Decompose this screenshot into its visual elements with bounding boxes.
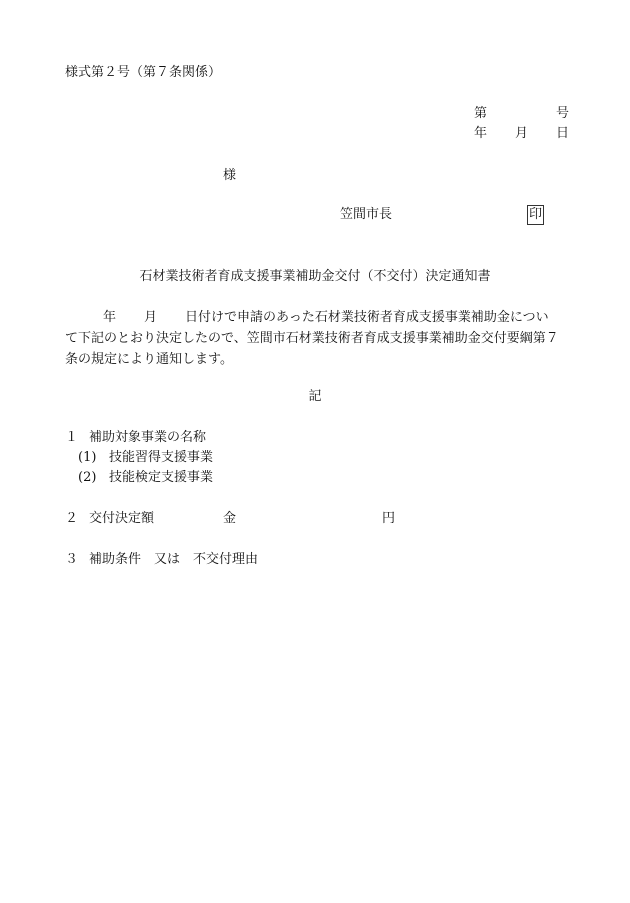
sub-item-number: (1) (78, 450, 97, 465)
sub-item-label: 技能検定支援事業 (109, 470, 214, 485)
amount-kin-label: 金 (223, 511, 237, 526)
body-line-1 (65, 307, 570, 328)
body-month-label: 月 (144, 310, 158, 325)
sub-item-number: (2) (78, 470, 97, 485)
form-number: 様式第２号（第７条関係） (65, 65, 222, 80)
item-project-name (65, 428, 206, 448)
ki-heading: 記 (308, 389, 322, 404)
seal-mark: 印 (527, 205, 544, 225)
sub-item-skill-acquisition (78, 448, 213, 468)
item-number: ２ (65, 511, 79, 526)
item-grant-amount-label: 交付決定額 (89, 511, 155, 526)
recipient-suffix: 様 (223, 168, 237, 183)
item-number: １ (65, 430, 79, 445)
item-number: ３ (65, 552, 79, 567)
date-year-label: 年 (474, 126, 488, 141)
document-title: 石材業技術者育成支援事業補助金交付（不交付）決定通知書 (139, 269, 491, 284)
document-number-dai: 第 (474, 106, 488, 121)
date-day-label: 日 (556, 126, 570, 141)
body-line-1-text: 日付けで申請のあった石材業技術者育成支援事業補助金につい (185, 310, 549, 325)
document-number-go: 号 (556, 106, 570, 121)
date-month-label: 月 (515, 126, 529, 141)
body-year-label: 年 (103, 310, 117, 325)
item-conditions (65, 550, 258, 570)
sub-item-label: 技能習得支援事業 (109, 450, 214, 465)
amount-yen-label: 円 (382, 511, 396, 526)
item-label: 補助対象事業の名称 (89, 430, 207, 445)
body-line-3: 条の規定により通知します。 (65, 352, 233, 367)
item-grant-amount-number (65, 509, 89, 529)
body-line-2: て下記のとおり決定したので、笠間市石材業技術者育成支援事業補助金交付要綱第７ (65, 331, 559, 346)
item-label: 補助条件 又は 不交付理由 (89, 552, 259, 567)
sub-item-skill-test (78, 468, 213, 488)
body-paragraph (65, 307, 570, 370)
issuer-title: 笠間市長 (340, 207, 393, 222)
